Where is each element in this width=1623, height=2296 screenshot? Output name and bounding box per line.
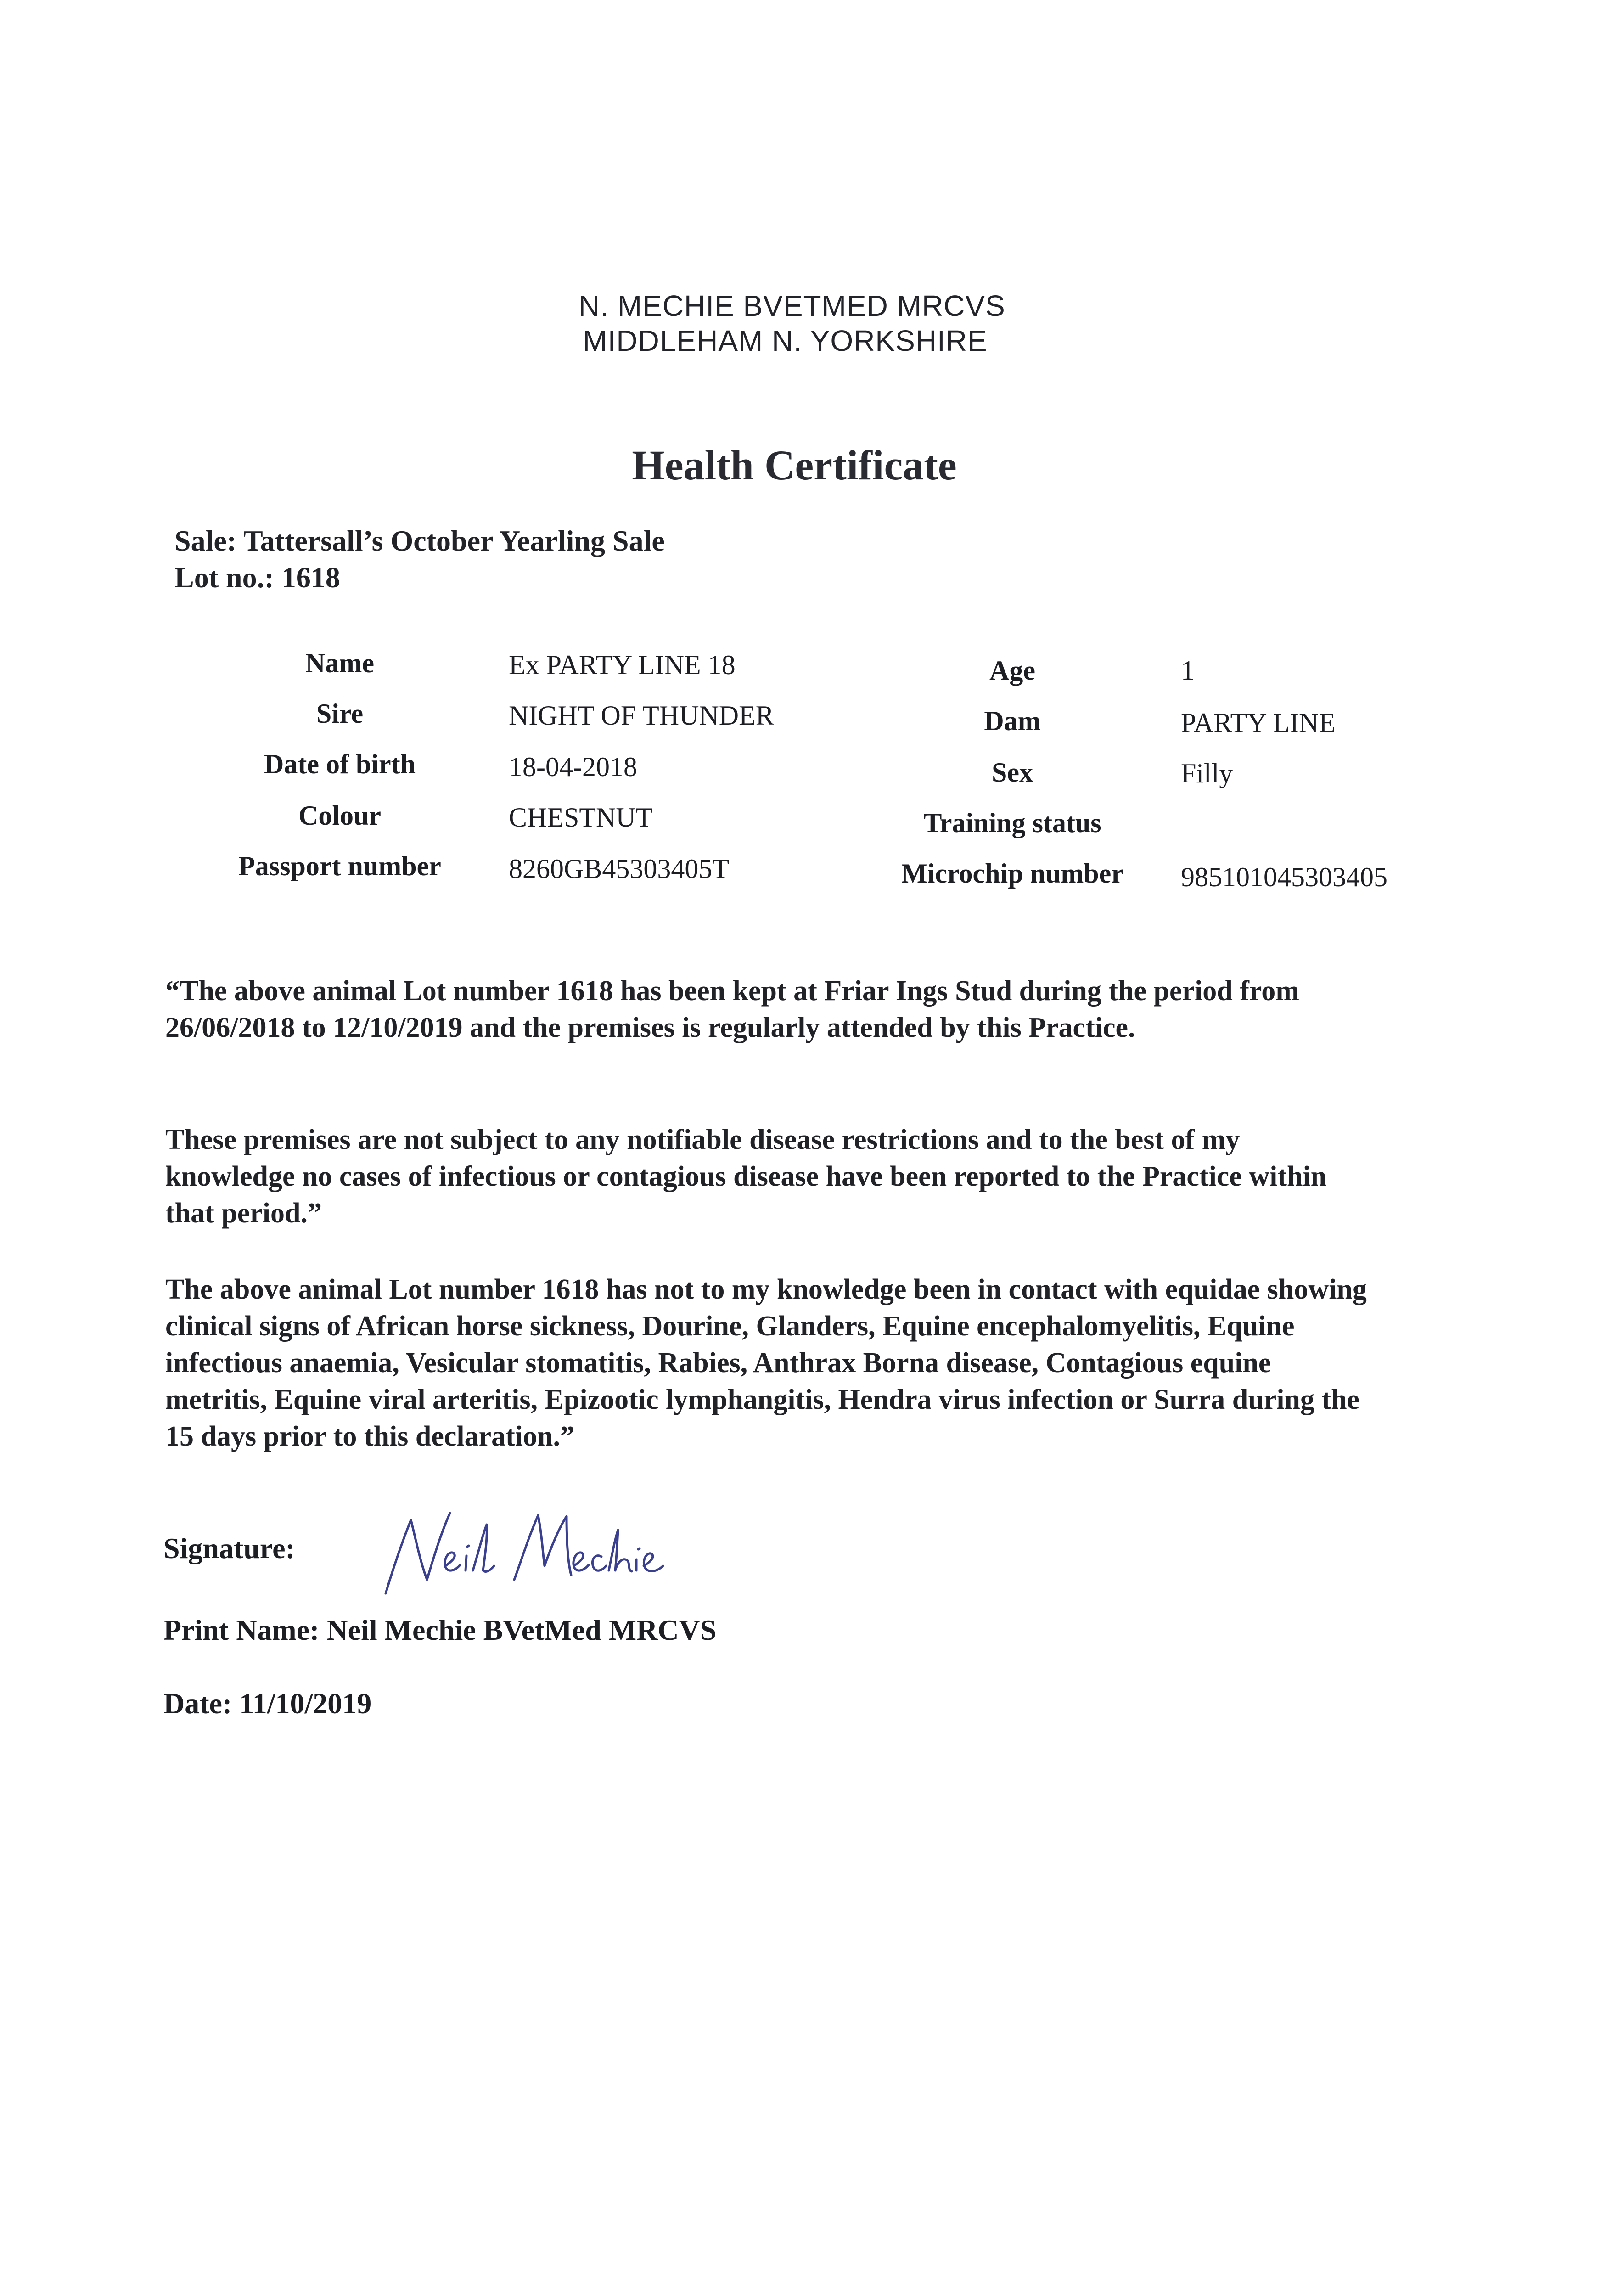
date-of-birth-label: Date of birth bbox=[264, 749, 416, 779]
colour-value: CHESTNUT bbox=[509, 802, 653, 833]
name-label: Name bbox=[305, 648, 374, 678]
colour-label: Colour bbox=[298, 800, 381, 831]
handwritten-signature bbox=[376, 1502, 670, 1603]
name-value: Ex PARTY LINE 18 bbox=[509, 650, 736, 680]
age-value: 1 bbox=[1181, 655, 1195, 686]
declaration-paragraph-1: “The above animal Lot number 1618 has been kept at Friar Ings Stud during the period from 26/06/2018 to 12/10/2019 and the premises is regularly attended by this Practice. bbox=[165, 975, 1299, 1043]
print-name: Print Name: Neil Mechie BVetMed MRCVS bbox=[163, 1614, 717, 1646]
declaration-paragraph-3: The above animal Lot number 1618 has not to my knowledge been in contact with equidae showing clinical signs of African horse sickness, Dourine, Glanders, Equine encephalomyelitis, Equine infectious anaemia, Vesicular stomatitis, Rabies, Anthrax Borna disease, Contagious equine metritis, Equine viral arteritis, Epizootic lymphangitis, Hendra virus infection or Surra during the 15 days prior to this declaration.” bbox=[165, 1274, 1367, 1452]
sex-value: Filly bbox=[1181, 758, 1233, 788]
letterhead-practitioner: N. MECHIE BVETMED MRCVS bbox=[578, 289, 1005, 322]
letterhead-address: MIDDLEHAM N. YORKSHIRE bbox=[583, 324, 988, 357]
sale-info bbox=[174, 523, 665, 596]
age-label: Age bbox=[989, 655, 1035, 686]
signature-label: Signature: bbox=[163, 1532, 295, 1564]
sire-value: NIGHT OF THUNDER bbox=[509, 700, 774, 731]
date-of-birth-value: 18-04-2018 bbox=[509, 752, 637, 782]
signature-date: Date: 11/10/2019 bbox=[163, 1687, 372, 1720]
microchip-number-label: Microchip number bbox=[901, 858, 1123, 889]
microchip-number-value: 985101045303405 bbox=[1181, 862, 1387, 892]
page-title: Health Certificate bbox=[632, 442, 957, 489]
declaration-paragraph-2: These premises are not subject to any notifiable disease restrictions and to the best of my knowledge no cases of infectious or contagious disease have been reported to the Practice within that period.” bbox=[165, 1124, 1327, 1229]
sex-label: Sex bbox=[992, 757, 1033, 788]
passport-number-label: Passport number bbox=[238, 851, 441, 881]
dam-value: PARTY LINE bbox=[1181, 708, 1336, 738]
sire-label: Sire bbox=[316, 698, 364, 729]
letterhead bbox=[578, 288, 1005, 358]
dam-label: Dam bbox=[984, 706, 1041, 736]
training-status-label: Training status bbox=[923, 808, 1101, 838]
sale-name: Sale: Tattersall’s October Yearling Sale bbox=[174, 524, 665, 557]
passport-number-value: 8260GB45303405T bbox=[509, 854, 729, 884]
lot-number: Lot no.: 1618 bbox=[174, 561, 340, 594]
